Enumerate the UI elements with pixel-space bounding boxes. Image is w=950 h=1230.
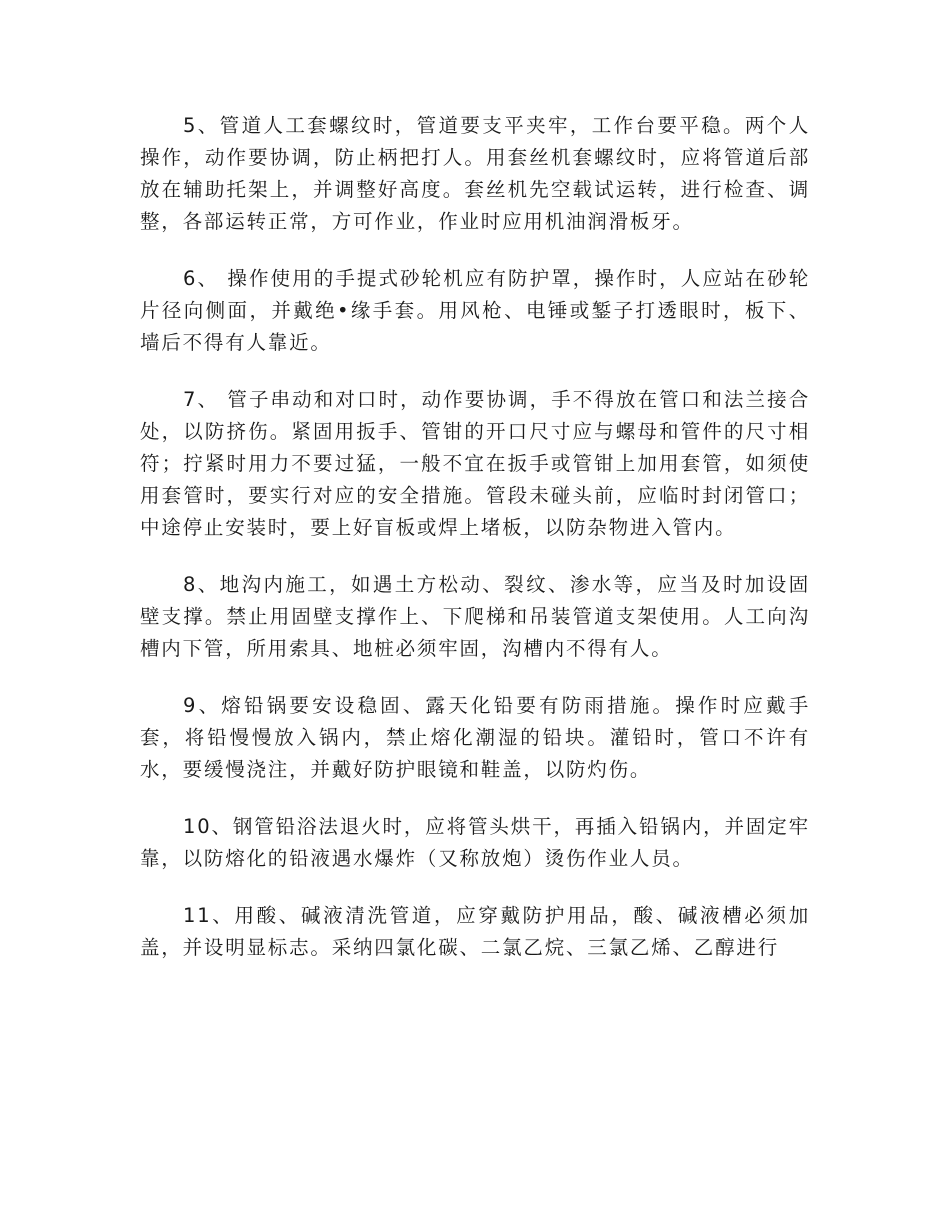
paragraph-7: 7、 管子串动和对口时，动作要协调，手不得放在管口和法兰接合处，以防挤伤。紧固用扳手、管钳的开口尺寸应与螺母和管件的尺寸相符；拧紧时用力不要过猛，一般不宜在扳手或管钳上加用套管，如须使用套管时，要实行对应的安全措施。管段未碰头前，应临时封闭管口；中途停止安装时，要上好盲板或焊上堵板，以防杂物进入管内。: [140, 388, 810, 539]
paragraph-8: 8、地沟内施工，如遇土方松动、裂纹、渗水等，应当及时加设固壁支撑。禁止用固壁支撑作上、下爬梯和吊装管道支架使用。人工向沟槽内下管，所用索具、地桩必须牢固，沟槽内不得有人。: [140, 573, 810, 660]
paragraph-6: 6、 操作使用的手提式砂轮机应有防护罩，操作时，人应站在砂轮片径向侧面，并戴绝•缘手套。用风枪、电锤或錾子打透眼时，板下、墙后不得有人靠近。: [140, 267, 810, 354]
document-body: [140, 110, 810, 989]
paragraph-10: 10、钢管铅浴法退火时，应将管头烘干，再插入铅锅内，并固定牢靠，以防熔化的铅液遇水爆炸（又称放炮）烫伤作业人员。: [140, 815, 810, 870]
paragraph-9: 9、熔铅锅要安设稳固、露天化铅要有防雨措施。操作时应戴手套，将铅慢慢放入锅内，禁止熔化潮湿的铅块。灌铅时，管口不许有水，要缓慢浇注，并戴好防护眼镜和鞋盖，以防灼伤。: [140, 694, 810, 781]
paragraph-11: 11、用酸、碱液清洗管道，应穿戴防护用品，酸、碱液槽必须加盖，并设明显标志。采纳四氯化碳、二氯乙烷、三氯乙烯、乙醇进行: [140, 904, 810, 959]
paragraph-5: 5、管道人工套螺纹时，管道要支平夹牢，工作台要平稳。两个人操作，动作要协调，防止柄把打人。用套丝机套螺纹时，应将管道后部放在辅助托架上，并调整好高度。套丝机先空载试运转，进行检查、调整，各部运转正常，方可作业，作业时应用机油润滑板牙。: [140, 114, 810, 233]
